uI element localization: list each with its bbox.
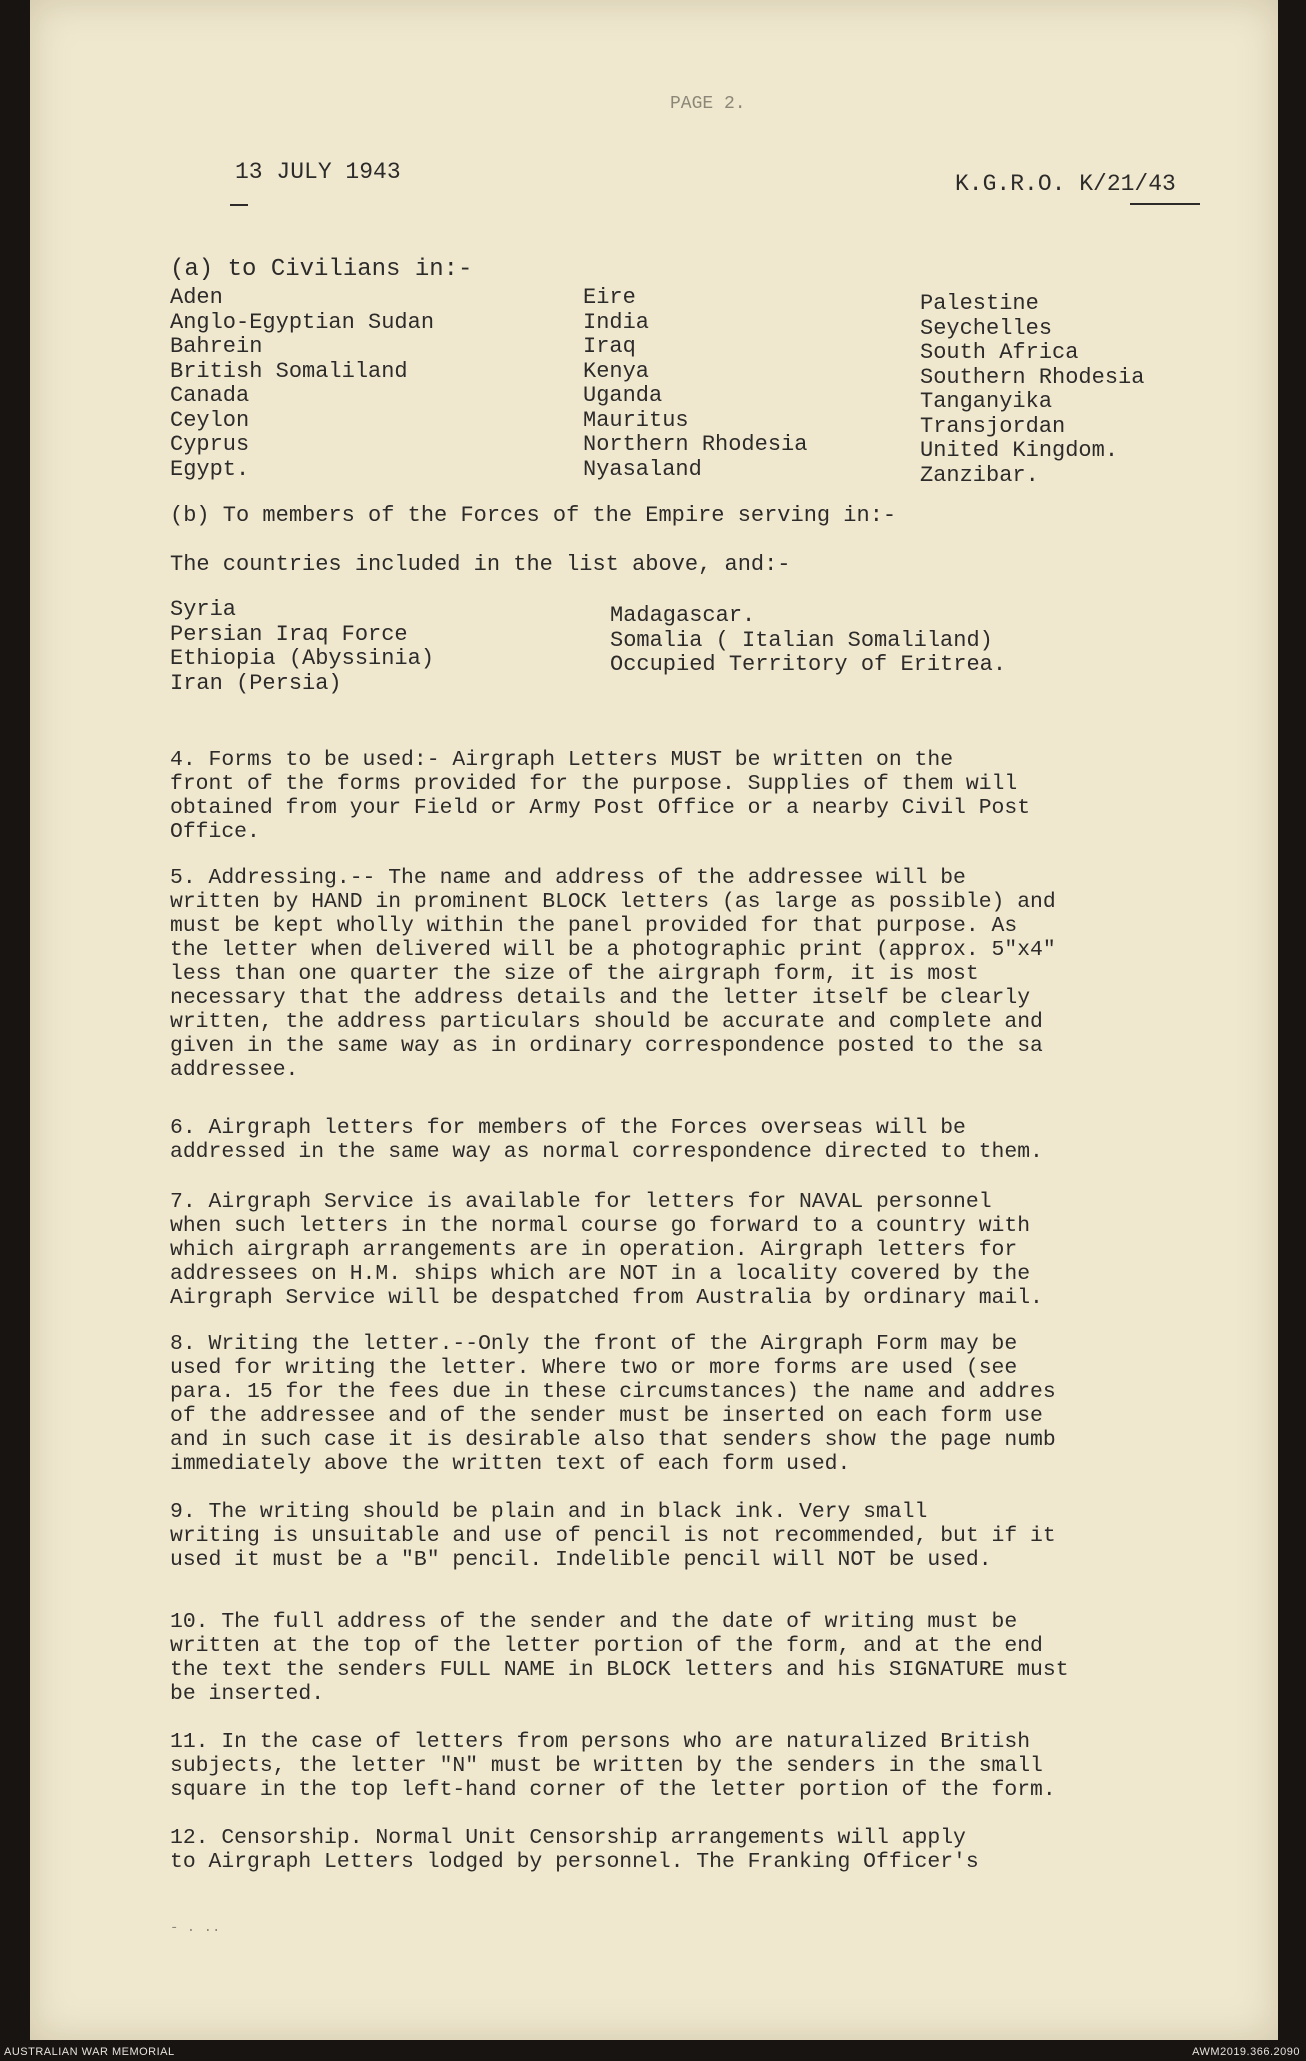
paragraph-line: of the addressee and of the sender must be inserted on each form use — [170, 1404, 1043, 1428]
country-item: India — [583, 309, 650, 335]
paragraph-line: 10. The full address of the sender and the date of writing must be — [170, 1610, 1018, 1634]
paragraph-line: the letter when delivered will be a photographic print (approx. 5"x4" — [170, 938, 1056, 962]
section-a-column-1 — [170, 286, 434, 482]
document-page — [30, 0, 1278, 2040]
country-item: Kenya — [583, 358, 650, 384]
paragraph-line: the text the senders FULL NAME in BLOCK letters and his SIGNATURE must — [170, 1658, 1069, 1682]
paragraph-line: 12. Censorship. Normal Unit Censorship arrangements will apply — [170, 1826, 966, 1850]
section-b-column-2 — [610, 604, 1006, 678]
header-rule — [1130, 203, 1200, 205]
paragraph-5 — [170, 866, 1210, 1082]
section-a-column-2 — [583, 286, 807, 482]
country-item: Tanganyika — [920, 389, 1053, 414]
country-item: Madagascar. — [610, 603, 756, 628]
paragraph-4 — [170, 748, 1210, 844]
paragraph-line: Office. — [170, 820, 260, 844]
paragraph-line: written at the top of the letter portion of the form, and at the end — [170, 1634, 1043, 1658]
paragraph-line: 5. Addressing.-- The name and address of the addressee will be — [170, 866, 966, 890]
section-b-column-1 — [170, 598, 434, 696]
country-item: Seychelles — [920, 315, 1053, 341]
paragraph-line: 6. Airgraph letters for members of the Forces overseas will be — [170, 1116, 966, 1140]
country-item: Southern Rhodesia — [920, 364, 1145, 390]
paragraph-line: which airgraph arrangements are in operation. Airgraph letters for — [170, 1238, 1018, 1262]
country-item: United Kingdom. — [920, 438, 1119, 463]
section-b-heading: (b) To members of the Forces of the Empire serving in:- — [170, 503, 897, 528]
country-item: Eire — [583, 285, 636, 310]
section-b-intro: The countries included in the list above, and:- — [170, 552, 791, 577]
paragraph-line: be inserted. — [170, 1682, 325, 1706]
country-item: Palestine — [920, 291, 1039, 316]
country-item: Iraq — [583, 334, 636, 359]
paragraph-line: given in the same way as in ordinary correspondence posted to the sa — [170, 1034, 1043, 1058]
paragraph-line: written by HAND in prominent BLOCK letters (as large as possible) and — [170, 890, 1056, 914]
paragraph-line: written, the address particulars should be accurate and complete and — [170, 1010, 1043, 1034]
country-item: Aden — [170, 285, 223, 310]
paragraph-line: 7. Airgraph Service is available for letters for NAVAL personnel — [170, 1190, 992, 1214]
country-item: Syria — [170, 597, 237, 622]
ink-mark: - . .. — [170, 1920, 221, 1936]
paragraph-line: writing is unsuitable and use of pencil is not recommended, but if it — [170, 1524, 1056, 1548]
footer-credit: AUSTRALIAN WAR MEMORIAL — [4, 2046, 175, 2058]
country-item: Ethiopia (Abyssinia) — [170, 646, 435, 671]
paragraph-12 — [170, 1826, 1210, 1874]
country-item: Cyprus — [170, 432, 250, 457]
document-reference: K.G.R.O. K/21/43 — [955, 171, 1176, 197]
country-item: Anglo-Egyptian Sudan — [170, 309, 435, 335]
paragraph-line: front of the forms provided for the purpose. Supplies of them will — [170, 772, 1018, 796]
country-item: Transjordan — [920, 413, 1066, 439]
paragraph-line: immediately above the written text of each form used. — [170, 1452, 851, 1476]
footer-accession-number: AWM2019.366.2090 — [1192, 2046, 1300, 2058]
country-item: Mauritus — [583, 407, 689, 433]
paragraph-line: used it must be a "B" pencil. Indelible pencil will NOT be used. — [170, 1548, 992, 1572]
country-item: Ceylon — [170, 407, 250, 433]
paragraph-line: addressees on H.M. ships which are NOT in a locality covered by the — [170, 1262, 1031, 1286]
paragraph-line: necessary that the address details and the letter itself be clearly — [170, 986, 1031, 1010]
paragraph-line: must be kept wholly within the panel provided for that purpose. As — [170, 914, 1018, 938]
country-item: Bahrein — [170, 334, 263, 359]
paragraph-8 — [170, 1332, 1210, 1476]
paragraph-line: to Airgraph Letters lodged by personnel. The Franking Officer's — [170, 1850, 979, 1874]
country-item: Iran (Persia) — [170, 670, 342, 696]
paragraph-line: 4. Forms to be used:- Airgraph Letters MUST be written on the — [170, 748, 954, 772]
document-date: 13 JULY 1943 — [235, 159, 401, 185]
paragraph-line: addressee. — [170, 1058, 299, 1082]
page-mark: PAGE 2. — [670, 94, 746, 114]
section-a-column-3 — [920, 292, 1144, 488]
paragraph-7 — [170, 1190, 1210, 1310]
paragraph-line: addressed in the same way as normal correspondence directed to them. — [170, 1140, 1043, 1164]
country-item: Canada — [170, 383, 250, 408]
paragraph-line: square in the top left-hand corner of the letter portion of the form. — [170, 1778, 1056, 1802]
paragraph-line: less than one quarter the size of the airgraph form, it is most — [170, 962, 979, 986]
paragraph-line: and in such case it is desirable also that senders show the page numb — [170, 1428, 1056, 1452]
paragraph-line: used for writing the letter. Where two or more forms are used (see — [170, 1356, 1018, 1380]
country-item: Northern Rhodesia — [583, 432, 808, 457]
paragraph-11 — [170, 1730, 1210, 1802]
paragraph-6 — [170, 1116, 1210, 1164]
paragraph-line: when such letters in the normal course go forward to a country with — [170, 1214, 1031, 1238]
country-item: Uganda — [583, 383, 663, 408]
country-item: Nyasaland — [583, 456, 702, 482]
paragraph-line: subjects, the letter "N" must be written by the senders in the small — [170, 1754, 1043, 1778]
country-item: Persian Iraq Force — [170, 621, 408, 647]
paragraph-line: Airgraph Service will be despatched from Australia by ordinary mail. — [170, 1286, 1043, 1310]
header-dash — [230, 204, 248, 206]
country-item: Occupied Territory of Eritrea. — [610, 652, 1007, 677]
country-item: South Africa — [920, 340, 1079, 365]
paragraph-line: 9. The writing should be plain and in black ink. Very small — [170, 1500, 928, 1524]
country-item: Somalia ( Italian Somaliland) — [610, 627, 993, 653]
paragraph-line: para. 15 for the fees due in these circumstances) the name and addres — [170, 1380, 1056, 1404]
paragraph-9 — [170, 1500, 1210, 1572]
paragraph-line: 8. Writing the letter.--Only the front of the Airgraph Form may be — [170, 1332, 1018, 1356]
country-item: British Somaliland — [170, 358, 408, 384]
section-a-heading: (a) to Civilians in:- — [170, 256, 473, 283]
country-item: Egypt. — [170, 456, 250, 482]
paragraph-10 — [170, 1610, 1210, 1706]
country-item: Zanzibar. — [920, 462, 1039, 488]
paragraph-line: obtained from your Field or Army Post Office or a nearby Civil Post — [170, 796, 1031, 820]
paragraph-line: 11. In the case of letters from persons who are naturalized British — [170, 1730, 1031, 1754]
